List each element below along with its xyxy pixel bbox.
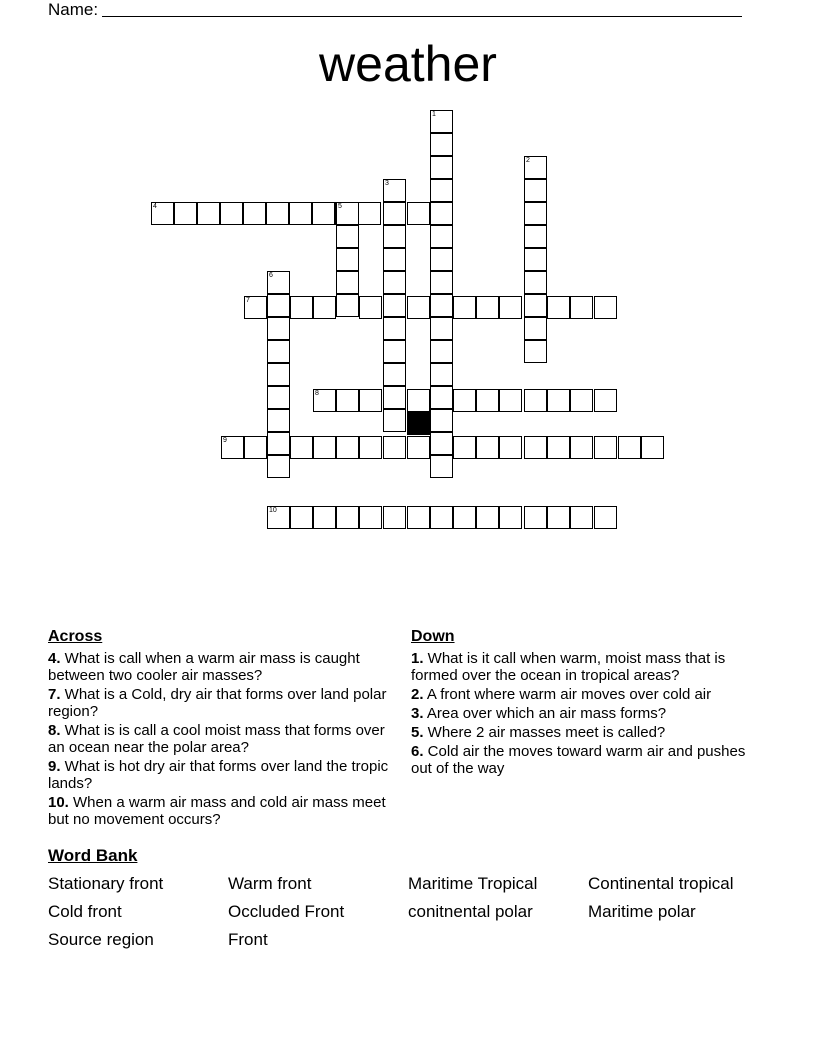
grid-cell[interactable]: [383, 340, 406, 363]
clue-num: 4.: [48, 650, 61, 667]
grid-cell[interactable]: [430, 156, 453, 179]
clue-number: 6: [269, 272, 273, 279]
grid-cell[interactable]: [244, 436, 267, 459]
grid-cell[interactable]: [407, 296, 430, 319]
clue-item: [48, 794, 398, 828]
grid-cell[interactable]: [594, 296, 617, 319]
page-title: weather: [319, 36, 497, 92]
grid-cell[interactable]: [524, 389, 547, 412]
grid-cell[interactable]: [220, 202, 243, 225]
grid-cell[interactable]: [244, 296, 267, 319]
grid-cell[interactable]: [594, 436, 617, 459]
grid-cell[interactable]: [407, 389, 430, 412]
grid-cell[interactable]: [524, 271, 547, 294]
word-bank: [48, 874, 788, 950]
grid-cell[interactable]: [267, 317, 290, 340]
clue-text: What is hot dry air that forms over land the tropic lands?: [48, 758, 389, 792]
word-bank-item: Front: [228, 930, 268, 949]
grid-cell[interactable]: [524, 506, 547, 529]
clue-number: 2: [526, 157, 530, 164]
grid-cell[interactable]: [570, 389, 593, 412]
clue-item: [411, 686, 761, 703]
grid-cell[interactable]: [499, 389, 522, 412]
grid-cell[interactable]: [383, 436, 406, 459]
grid-cell[interactable]: [267, 455, 290, 478]
word-bank-item: Warm front: [228, 874, 312, 893]
grid-cell[interactable]: [383, 409, 406, 432]
clue-num: 6.: [411, 743, 424, 760]
clue-item: [48, 722, 398, 756]
clue-text: What is call when a warm air mass is caught between two cooler air masses?: [48, 650, 360, 684]
grid-cell[interactable]: [524, 317, 547, 340]
grid-cell[interactable]: [430, 386, 453, 409]
word-bank-item: Cold front: [48, 902, 122, 921]
clue-num: 7.: [48, 686, 61, 703]
grid-cell[interactable]: [430, 317, 453, 340]
grid-cell[interactable]: [453, 436, 476, 459]
clue-number: 5: [338, 203, 342, 210]
word-bank-item: conitnental polar: [408, 902, 533, 921]
clue-num: 8.: [48, 722, 61, 739]
grid-cell[interactable]: [383, 294, 406, 317]
clue-number: 9: [223, 437, 227, 444]
grid-cell[interactable]: [430, 248, 453, 271]
grid-cell[interactable]: [547, 389, 570, 412]
grid-cell[interactable]: [430, 506, 453, 529]
name-label: Name:: [48, 0, 99, 19]
grid-cell[interactable]: [430, 455, 453, 478]
grid-cell[interactable]: [499, 506, 522, 529]
clue-num: 10.: [48, 794, 69, 811]
grid-cell[interactable]: [594, 506, 617, 529]
grid-cell[interactable]: [524, 156, 547, 179]
grid-cell[interactable]: [547, 506, 570, 529]
grid-cell[interactable]: [407, 436, 430, 459]
grid-cell[interactable]: [383, 386, 406, 409]
grid-cell[interactable]: [383, 317, 406, 340]
grid-cell[interactable]: [336, 225, 359, 248]
grid-cell[interactable]: [359, 506, 382, 529]
clue-text: Where 2 air masses meet is called?: [423, 724, 666, 741]
grid-cell[interactable]: [570, 436, 593, 459]
clue-text: A front where warm air moves over cold air: [423, 686, 712, 703]
clue-item: [48, 758, 398, 792]
grid-cell[interactable]: [476, 436, 499, 459]
word-bank-item: Source region: [48, 930, 154, 949]
grid-cell[interactable]: [383, 363, 406, 386]
grid-cell[interactable]: [430, 225, 453, 248]
grid-cell[interactable]: [267, 386, 290, 409]
grid-cell[interactable]: [430, 179, 453, 202]
grid-cell[interactable]: [476, 389, 499, 412]
grid-cell[interactable]: [151, 202, 174, 225]
clue-num: 2.: [411, 686, 424, 703]
grid-cell[interactable]: [243, 202, 266, 225]
grid-cell[interactable]: [547, 436, 570, 459]
grid-cell[interactable]: [430, 133, 453, 156]
grid-cell[interactable]: [359, 296, 382, 319]
grid-cell[interactable]: [499, 436, 522, 459]
clue-num: 5.: [411, 724, 424, 741]
grid-cell[interactable]: [336, 202, 359, 225]
grid-cell[interactable]: [524, 340, 547, 363]
grid-cell[interactable]: [499, 296, 522, 319]
clue-text: Area over which an air mass forms?: [423, 705, 667, 722]
grid-cell[interactable]: [430, 432, 453, 455]
down-list: [411, 650, 761, 777]
grid-cell[interactable]: [430, 271, 453, 294]
clue-number: 10: [269, 507, 277, 514]
clue-item: [411, 705, 761, 722]
clue-item: [411, 743, 761, 777]
grid-cell[interactable]: [358, 202, 381, 225]
grid-cell[interactable]: [453, 506, 476, 529]
grid-cell[interactable]: [524, 436, 547, 459]
grid-cell[interactable]: [524, 179, 547, 202]
grid-cell[interactable]: [430, 294, 453, 317]
across-list: [48, 650, 398, 828]
grid-cell[interactable]: [267, 363, 290, 386]
grid-cell[interactable]: [336, 248, 359, 271]
word-bank-item: Stationary front: [48, 874, 164, 893]
clue-text: What is a Cold, dry air that forms over land polar region?: [48, 686, 387, 720]
grid-cell[interactable]: [336, 506, 359, 529]
clue-number: 8: [315, 390, 319, 397]
clue-number: 1: [432, 111, 436, 118]
grid-cell[interactable]: [336, 389, 359, 412]
grid-cell[interactable]: [430, 363, 453, 386]
word-bank-item: Maritime polar: [588, 902, 696, 921]
grid-cell[interactable]: [289, 202, 312, 225]
word-bank-heading: Word Bank: [48, 846, 138, 865]
grid-cell[interactable]: [336, 294, 359, 317]
grid-cell[interactable]: [524, 294, 547, 317]
word-bank-item: Occluded Front: [228, 902, 345, 921]
word-bank-item: Maritime Tropical: [408, 874, 538, 893]
grid-cell[interactable]: [524, 202, 547, 225]
grid-cell[interactable]: [290, 506, 313, 529]
grid-cell[interactable]: [267, 432, 290, 455]
grid-cell[interactable]: [312, 202, 335, 225]
grid-cell[interactable]: [383, 248, 406, 271]
grid-cell[interactable]: [594, 389, 617, 412]
grid-cell[interactable]: [524, 248, 547, 271]
grid-cell[interactable]: [476, 506, 499, 529]
grid-cell[interactable]: [313, 296, 336, 319]
clue-num: 1.: [411, 650, 424, 667]
grid-cell[interactable]: [547, 296, 570, 319]
grid-cell[interactable]: [430, 340, 453, 363]
grid-cell[interactable]: [267, 506, 290, 529]
grid-cell[interactable]: [290, 436, 313, 459]
grid-cell[interactable]: [453, 296, 476, 319]
grid-cell[interactable]: [570, 296, 593, 319]
grid-cell[interactable]: [267, 271, 290, 294]
clue-num: 9.: [48, 758, 61, 775]
grid-cell[interactable]: [359, 389, 382, 412]
down-clues: [411, 628, 761, 779]
grid-cell[interactable]: [641, 436, 664, 459]
word-bank-item: Continental tropical: [588, 874, 734, 893]
grid-cell[interactable]: [267, 294, 290, 317]
grid-cell[interactable]: [174, 202, 197, 225]
grid-cell[interactable]: [383, 202, 406, 225]
grid-cell[interactable]: [524, 225, 547, 248]
grid-cell[interactable]: [197, 202, 220, 225]
grid-cell[interactable]: [570, 506, 593, 529]
clue-number: 7: [246, 297, 250, 304]
grid-cell[interactable]: [383, 271, 406, 294]
grid-cell[interactable]: [383, 179, 406, 202]
grid-cell[interactable]: [618, 436, 641, 459]
grid-cell[interactable]: [383, 225, 406, 248]
grid-cell[interactable]: [313, 389, 336, 412]
grid-cell[interactable]: [336, 436, 359, 459]
clue-item: [411, 724, 761, 741]
down-heading: Down: [411, 628, 455, 645]
grid-cell[interactable]: [221, 436, 244, 459]
grid-cell[interactable]: [430, 110, 453, 133]
grid-cell[interactable]: [267, 409, 290, 432]
grid-cell[interactable]: [407, 202, 430, 225]
grid-cell[interactable]: [430, 202, 453, 225]
clue-number: 4: [153, 203, 157, 210]
across-clues: [48, 628, 398, 830]
grid-cell[interactable]: [407, 506, 430, 529]
grid-cell[interactable]: [313, 506, 336, 529]
clue-item: [48, 686, 398, 720]
grid-cell[interactable]: [290, 296, 313, 319]
grid-cell[interactable]: [359, 436, 382, 459]
clue-number: 3: [385, 180, 389, 187]
clue-text: What is is call a cool moist mass that forms over an ocean near the polar area?: [48, 722, 385, 756]
grid-cell[interactable]: [430, 409, 453, 432]
clue-text: When a warm air mass and cold air mass meet but no movement occurs?: [48, 794, 386, 828]
clue-text: Cold air the moves toward warm air and pushes out of the way: [411, 743, 746, 777]
grid-cell[interactable]: [453, 389, 476, 412]
across-heading: Across: [48, 628, 103, 645]
grid-cell[interactable]: [313, 436, 336, 459]
grid-cell[interactable]: [266, 202, 289, 225]
clue-item: [48, 650, 398, 684]
grid-cell[interactable]: [383, 506, 406, 529]
grid-cell[interactable]: [476, 296, 499, 319]
clue-text: What is it call when warm, moist mass that is formed over the ocean in tropical areas?: [411, 650, 726, 684]
grid-cell[interactable]: [336, 271, 359, 294]
clue-num: 3.: [411, 705, 424, 722]
clue-item: [411, 650, 761, 684]
grid-block: [407, 412, 430, 435]
grid-cell[interactable]: [267, 340, 290, 363]
